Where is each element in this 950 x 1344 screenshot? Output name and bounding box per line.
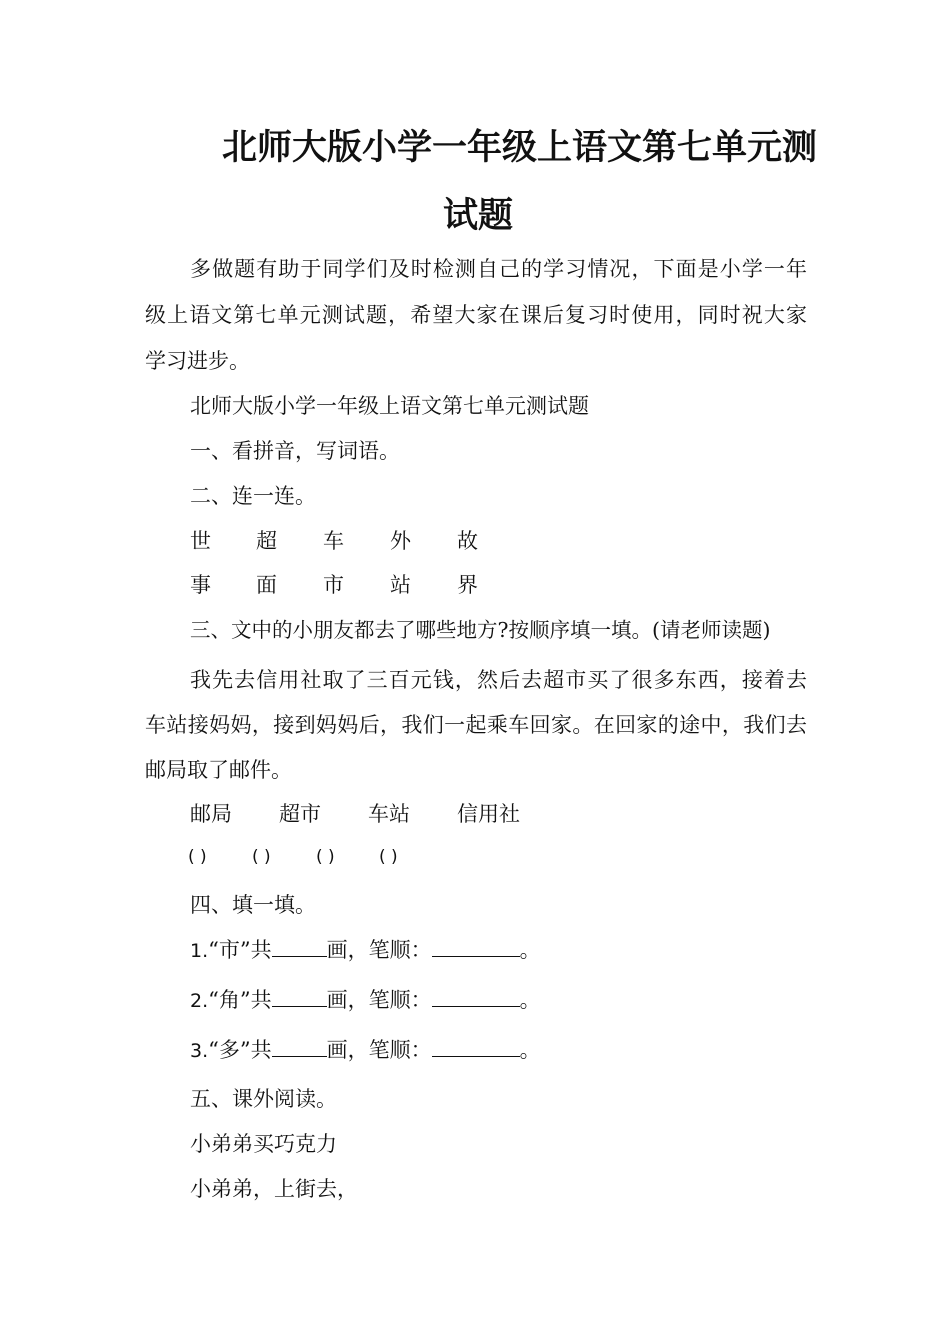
item-end: 。 — [519, 988, 541, 1012]
stroke-count-blank[interactable] — [272, 988, 327, 1007]
match-char: 站 — [390, 573, 411, 597]
match-char: 事 — [190, 573, 211, 597]
match-char: 面 — [256, 573, 277, 597]
item-number: 2. — [190, 990, 209, 1012]
item-mid: 画，笔顺： — [326, 938, 432, 962]
place-label: 信用社 — [457, 802, 520, 826]
stroke-order-blank[interactable] — [432, 1038, 520, 1057]
match-char: 界 — [457, 573, 478, 597]
page-title-line-2: 试题 — [443, 196, 514, 236]
answer-paren: ( ) — [252, 847, 271, 867]
stroke-count-blank[interactable] — [272, 1038, 327, 1057]
match-char: 故 — [457, 529, 478, 553]
intro-line-1: 多做题有助于同学们及时检测自己的学习情况，下面是小学一年 — [190, 257, 807, 281]
item-number: 1. — [190, 940, 209, 962]
passage-line-2: 车站接妈妈，接到妈妈后，我们一起乘车回家。在回家的途中，我们去 — [145, 713, 807, 737]
fill-item-1 — [190, 937, 541, 964]
subtitle: 北师大版小学一年级上语文第七单元测试题 — [190, 394, 589, 418]
place-label: 邮局 — [190, 802, 232, 826]
section-1-heading: 一、看拼音，写词语。 — [190, 439, 400, 463]
item-mid: 画，笔顺： — [326, 988, 432, 1012]
item-char: “角”共 — [208, 988, 272, 1012]
section-2-heading: 二、连一连。 — [190, 484, 316, 508]
story-line-1: 小弟弟，上街去， — [190, 1177, 358, 1201]
story-title: 小弟弟买巧克力 — [190, 1132, 337, 1156]
page-title-line-1: 北师大版小学一年级上语文第七单元测 — [222, 128, 818, 168]
answer-paren: ( ) — [316, 847, 335, 867]
section-3-heading: 三、文中的小朋友都去了哪些地方?按顺序填一填。(请老师读题) — [190, 618, 771, 642]
item-char: “市”共 — [208, 938, 272, 962]
place-label: 超市 — [279, 802, 321, 826]
match-char: 外 — [390, 529, 411, 553]
match-char: 世 — [190, 529, 211, 553]
match-char: 超 — [256, 529, 277, 553]
answer-paren: ( ) — [188, 847, 207, 867]
passage-line-1: 我先去信用社取了三百元钱，然后去超市买了很多东西，接着去 — [190, 668, 807, 692]
fill-item-3 — [190, 1037, 541, 1064]
stroke-order-blank[interactable] — [432, 938, 520, 957]
intro-line-3: 学习进步。 — [145, 349, 250, 373]
item-end: 。 — [519, 938, 541, 962]
intro-line-2: 级上语文第七单元测试题，希望大家在课后复习时使用，同时祝大家 — [145, 303, 807, 327]
match-char: 市 — [323, 573, 344, 597]
section-5-heading: 五、课外阅读。 — [190, 1087, 337, 1111]
section-4-heading: 四、填一填。 — [190, 893, 316, 917]
answer-paren: ( ) — [379, 847, 398, 867]
item-char: “多”共 — [208, 1038, 272, 1062]
item-mid: 画，笔顺： — [326, 1038, 432, 1062]
match-char: 车 — [323, 529, 344, 553]
stroke-order-blank[interactable] — [432, 988, 520, 1007]
place-label: 车站 — [368, 802, 410, 826]
fill-item-2 — [190, 987, 541, 1014]
item-number: 3. — [190, 1040, 209, 1062]
item-end: 。 — [519, 1038, 541, 1062]
stroke-count-blank[interactable] — [272, 938, 327, 957]
passage-line-3: 邮局取了邮件。 — [145, 758, 292, 782]
